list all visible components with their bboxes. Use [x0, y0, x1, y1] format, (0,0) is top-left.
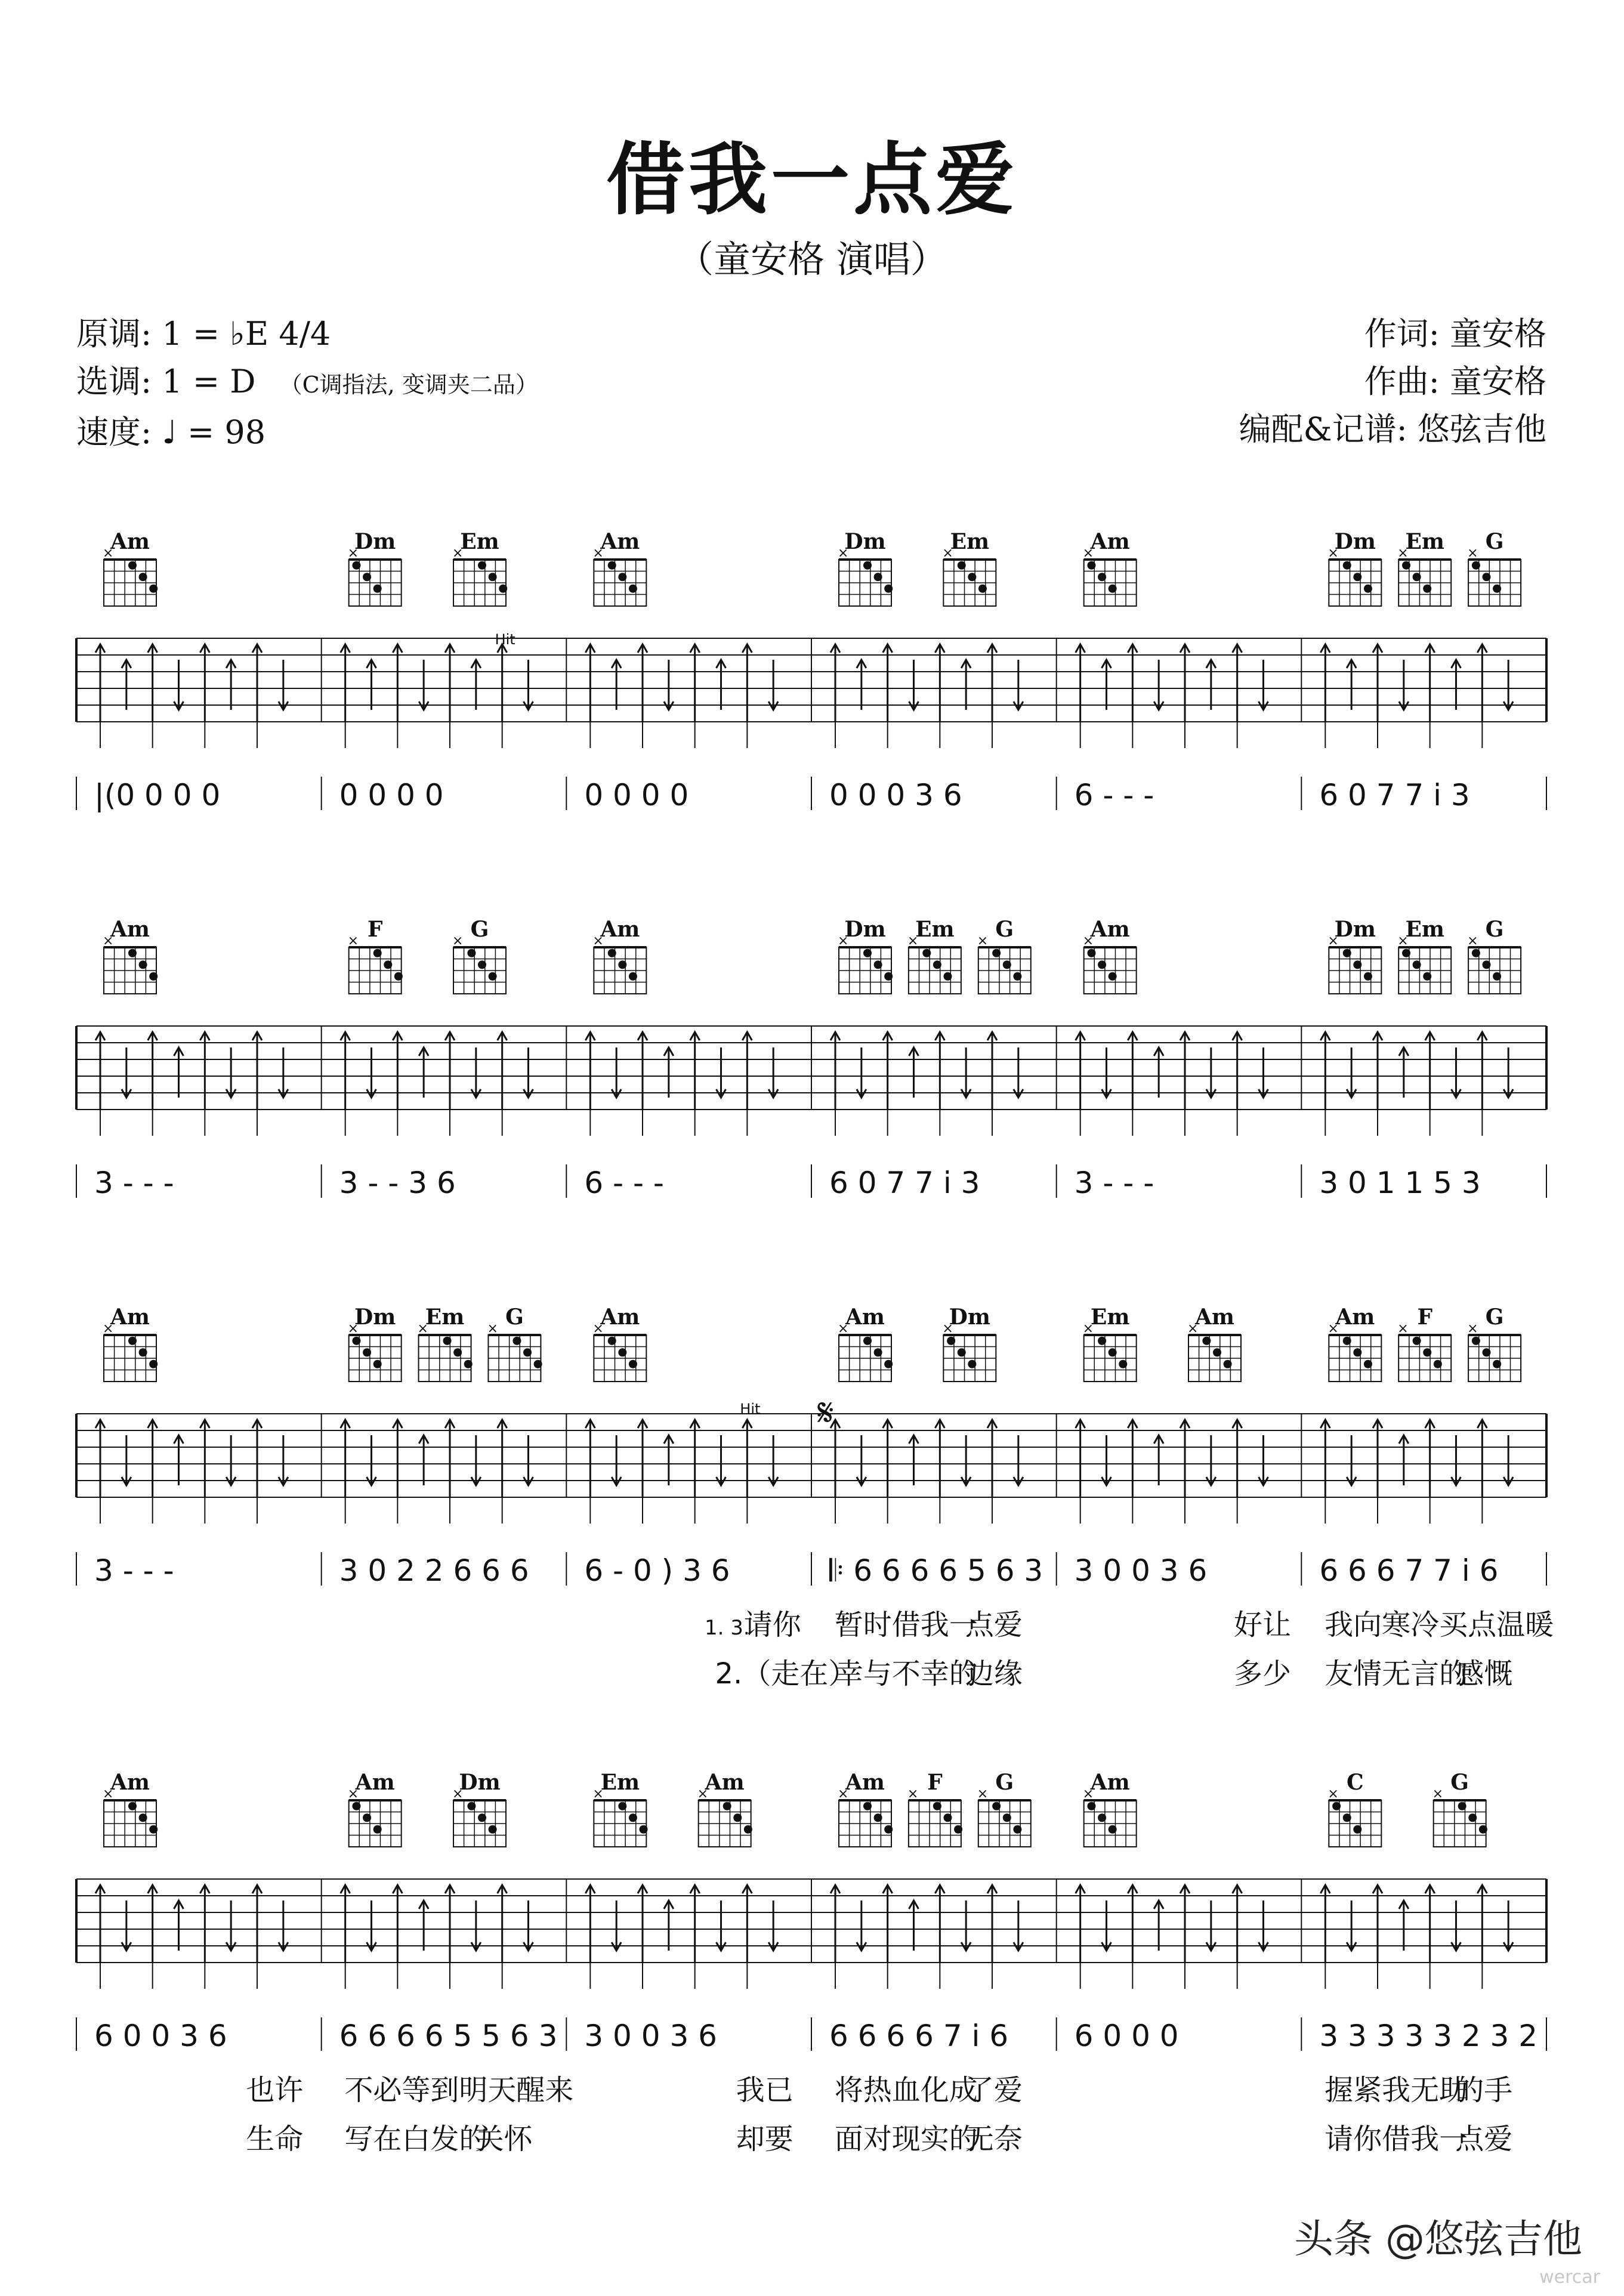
tempo-value: = 98: [177, 413, 266, 451]
mute-mark: ×: [1467, 546, 1478, 561]
mute-mark: ×: [347, 1321, 359, 1336]
chord-dot: [1402, 561, 1410, 570]
chord-dot: [629, 1360, 637, 1368]
chord-dot: [1343, 561, 1351, 570]
mute-mark: ×: [452, 1787, 464, 1801]
lyric-text: 边缘: [965, 1657, 1023, 1691]
mute-mark: ×: [1082, 546, 1094, 561]
selected-key: 选调: 1 = D: [76, 363, 256, 400]
lyric-text: 请你借我一: [1324, 2122, 1468, 2156]
chord-dot: [512, 1337, 521, 1345]
mute-mark: ×: [592, 934, 604, 948]
chord-dot: [723, 1802, 731, 1810]
mute-mark: ×: [1327, 934, 1339, 948]
lyric-text: 将热血化成: [834, 2073, 978, 2107]
chord-dot: [363, 1348, 371, 1356]
chord-dot: [1098, 1337, 1106, 1345]
lyric-text: 握紧我无助: [1324, 2073, 1468, 2107]
chord-dot: [618, 573, 626, 581]
chord-name: Dm: [844, 529, 886, 554]
lyric-text: 却要: [736, 2122, 794, 2156]
mute-mark: ×: [977, 1787, 989, 1801]
chord-dot: [874, 1348, 882, 1356]
chord-dot: [1402, 949, 1410, 957]
chord-dot: [884, 972, 893, 981]
chord-dot: [1003, 1813, 1011, 1822]
chord-dot: [629, 1813, 637, 1822]
chord-dot: [128, 949, 137, 957]
chord-dot: [1332, 1802, 1341, 1810]
mute-mark: ×: [838, 934, 849, 948]
lyric-text: 面对现实的: [834, 2122, 978, 2156]
chord-dot: [629, 585, 637, 593]
chord-name: Dm: [354, 529, 396, 554]
mute-mark: ×: [1397, 934, 1409, 948]
mute-mark: ×: [907, 1787, 919, 1801]
chord-dot: [453, 1348, 462, 1356]
chord-dot: [1472, 1337, 1480, 1345]
chord-dot: [128, 1337, 137, 1345]
chord-dot: [1479, 1825, 1487, 1834]
chord-dot: [373, 1825, 382, 1834]
chord-dot: [1483, 1348, 1491, 1356]
chord-dot: [1224, 1360, 1232, 1368]
chord-dot: [139, 960, 147, 969]
chord-name: Am: [600, 529, 640, 554]
chord-name: Dm: [949, 1305, 990, 1330]
jianpu-measure: 3 - - -: [94, 1553, 174, 1588]
chord-dot: [863, 1802, 872, 1810]
chord-dot: [139, 1348, 147, 1356]
jianpu-measure: 6 6 6 6 7 i 6: [829, 2019, 1009, 2053]
chord-name: G: [1485, 917, 1504, 942]
mute-mark: ×: [103, 934, 114, 948]
chord-dot: [992, 949, 1001, 957]
chord-dot: [373, 585, 382, 593]
song-subtitle: （童安格 演唱）: [677, 237, 947, 281]
chord-name: Em: [460, 529, 499, 554]
chord-dot: [1202, 1337, 1211, 1345]
chord-dot: [523, 1348, 532, 1356]
chord-name: Dm: [844, 917, 886, 942]
chord-name: Em: [950, 529, 990, 554]
chord-dot: [992, 1802, 1001, 1810]
jianpu-measure: 6 6 6 6 5 5 6 3: [339, 2019, 558, 2053]
mute-mark: ×: [592, 1787, 604, 1801]
chord-name: Em: [1405, 529, 1444, 554]
mute-mark: ×: [942, 546, 953, 561]
chord-dot: [1493, 972, 1501, 981]
chord-name: G: [995, 917, 1014, 942]
lyric-text: 多少: [1234, 1657, 1292, 1691]
lyric-text: 关怀: [475, 2122, 533, 2156]
chord-dot: [1343, 1337, 1351, 1345]
chord-name: G: [1450, 1770, 1469, 1795]
chord-dot: [1013, 972, 1021, 981]
chord-dot: [489, 972, 497, 981]
chord-name: Em: [425, 1305, 465, 1330]
capo-note: （C调指法, 变调夹二品）: [279, 372, 538, 398]
chord-dot: [943, 972, 952, 981]
lyric-text: 点爱: [965, 1608, 1023, 1642]
chord-dot: [1353, 573, 1361, 581]
mute-mark: ×: [1467, 1321, 1478, 1336]
chord-name: Dm: [354, 1305, 396, 1330]
chord-dot: [1343, 1813, 1351, 1822]
lyric-text: 2.（走在）: [715, 1657, 857, 1691]
chord-dot: [1493, 585, 1501, 593]
chord-dot: [139, 573, 147, 581]
mute-mark: ×: [838, 546, 849, 561]
chord-dot: [884, 1360, 893, 1368]
chord-dot: [947, 1337, 955, 1345]
chord-dot: [933, 960, 941, 969]
chord-dot: [744, 1825, 752, 1834]
chord-dot: [1413, 960, 1421, 969]
chord-name: Em: [1405, 917, 1444, 942]
jianpu-measure: 0 0 0 0: [339, 778, 444, 812]
chord-name: Am: [845, 1770, 885, 1795]
mute-mark: ×: [347, 546, 359, 561]
chord-dot: [534, 1360, 542, 1368]
chord-name: F: [367, 917, 383, 942]
jianpu-measure: 3 - - 3 6: [339, 1166, 456, 1200]
mute-mark: ×: [103, 546, 114, 561]
chord-dot: [863, 561, 872, 570]
mute-mark: ×: [347, 1787, 359, 1801]
mute-mark: ×: [907, 934, 919, 948]
mute-mark: ×: [1397, 546, 1409, 561]
mute-mark: ×: [1397, 1321, 1409, 1336]
watermark-faint: wercar: [1539, 2267, 1600, 2288]
chord-dot: [1493, 1360, 1501, 1368]
chord-name: Am: [1194, 1305, 1235, 1330]
chord-name: Dm: [459, 1770, 501, 1795]
chord-dot: [954, 1825, 962, 1834]
jianpu-measure: 0 0 0 3 6: [829, 778, 962, 812]
chord-dot: [149, 972, 158, 981]
chord-dot: [464, 1360, 473, 1368]
chord-dot: [1109, 1825, 1117, 1834]
chord-dot: [1472, 949, 1480, 957]
chord-dot: [1458, 1802, 1466, 1810]
chord-name: Am: [110, 1770, 150, 1795]
chord-dot: [467, 1802, 476, 1810]
segno-sign: 𝄋: [817, 1391, 834, 1435]
chord-dot: [1353, 1825, 1361, 1834]
chord-dot: [978, 585, 987, 593]
chord-name: C: [1347, 1770, 1364, 1795]
lyric-text: 好让: [1234, 1608, 1292, 1642]
chord-dot: [1483, 573, 1491, 581]
mute-mark: ×: [592, 546, 604, 561]
chord-name: Am: [600, 1305, 640, 1330]
chord-dot: [1423, 1348, 1431, 1356]
lyric-text: 无奈: [965, 2122, 1023, 2156]
chord-dot: [968, 573, 976, 581]
lyric-text: 幸与不幸的: [834, 1657, 978, 1691]
mute-mark: ×: [103, 1321, 114, 1336]
chord-dot: [149, 585, 158, 593]
chord-dot: [363, 573, 371, 581]
chord-dot: [874, 1813, 882, 1822]
chord-dot: [922, 949, 931, 957]
mute-mark: ×: [1432, 1787, 1444, 1801]
lyric-text: 友情无言的: [1324, 1657, 1468, 1691]
chord-dot: [863, 949, 872, 957]
chord-dot: [128, 561, 137, 570]
chord-dot: [128, 1802, 137, 1810]
mute-mark: ×: [103, 1787, 114, 1801]
chord-dot: [608, 561, 616, 570]
hit-label: Hit: [495, 631, 515, 648]
lyric-text: 也许: [246, 2073, 304, 2107]
chord-dot: [373, 949, 382, 957]
chord-dot: [884, 585, 893, 593]
chord-dot: [1353, 960, 1361, 969]
chord-name: Em: [1090, 1305, 1130, 1330]
chord-name: Em: [915, 917, 955, 942]
chord-dot: [1468, 1813, 1477, 1822]
chord-dot: [1087, 561, 1095, 570]
jianpu-measure: 3 - - -: [1074, 1166, 1154, 1200]
mute-mark: ×: [1327, 546, 1339, 561]
chord-name: F: [1417, 1305, 1433, 1330]
mute-mark: ×: [1082, 1787, 1094, 1801]
chord-dot: [863, 1337, 872, 1345]
chord-dot: [958, 1348, 966, 1356]
lyric-text: 1. 3.: [704, 1616, 750, 1640]
chord-dot: [1413, 1337, 1421, 1345]
mute-mark: ×: [838, 1321, 849, 1336]
jianpu-measure: 6 0 0 0: [1074, 2019, 1179, 2053]
chord-dot: [640, 1825, 648, 1834]
lyric-text: 了爱: [965, 2073, 1023, 2107]
lyric-text: 点爱: [1455, 2122, 1513, 2156]
mute-mark: ×: [487, 1321, 498, 1336]
chord-dot: [618, 960, 626, 969]
jianpu-measure: 0 0 0 0: [584, 778, 689, 812]
chord-name: Am: [110, 529, 150, 554]
lyric-text: 写在白发的: [344, 2122, 488, 2156]
mute-mark: ×: [1082, 1321, 1094, 1336]
chord-name: G: [505, 1305, 524, 1330]
chord-dot: [352, 561, 360, 570]
lyric-text: 暂时借我一: [834, 1608, 978, 1642]
mute-mark: ×: [452, 546, 464, 561]
chord-dot: [373, 1360, 382, 1368]
chord-dot: [874, 573, 882, 581]
chord-dot: [1098, 1813, 1106, 1822]
chord-dot: [149, 1825, 158, 1834]
chord-dot: [1423, 972, 1431, 981]
chord-dot: [958, 561, 966, 570]
jianpu-measure: 3 - - -: [94, 1166, 174, 1200]
chord-dot: [149, 1360, 158, 1368]
chord-name: G: [1485, 529, 1504, 554]
chord-dot: [629, 972, 637, 981]
chord-dot: [874, 960, 882, 969]
mute-mark: ×: [417, 1321, 428, 1336]
chord-dot: [733, 1813, 742, 1822]
chord-name: Am: [110, 917, 150, 942]
quarter-note-icon: ♩: [162, 413, 177, 451]
jianpu-measure: |(0 0 0 0: [94, 778, 221, 812]
hit-label: Hit: [740, 1401, 761, 1417]
chord-dot: [384, 960, 392, 969]
mute-mark: ×: [838, 1787, 849, 1801]
chord-name: G: [1485, 1305, 1504, 1330]
jianpu-measure: 6 - - -: [584, 1166, 664, 1200]
chord-dot: [489, 573, 497, 581]
chord-dot: [1353, 1348, 1361, 1356]
chord-dot: [1098, 573, 1106, 581]
chord-dot: [499, 585, 507, 593]
mute-mark: ×: [977, 934, 989, 948]
chord-name: Am: [705, 1770, 745, 1795]
mute-mark: ×: [1327, 1787, 1339, 1801]
chord-name: Am: [845, 1305, 885, 1330]
chord-name: Am: [1090, 1770, 1130, 1795]
chord-dot: [1109, 1348, 1117, 1356]
chord-dot: [1087, 949, 1095, 957]
mute-mark: ×: [697, 1787, 709, 1801]
original-key: 原调: 1 = ♭E 4/4: [76, 315, 331, 353]
mute-mark: ×: [942, 1321, 953, 1336]
chord-dot: [1472, 561, 1480, 570]
chord-dot: [884, 1825, 893, 1834]
chord-name: Em: [600, 1770, 640, 1795]
chord-dot: [1364, 585, 1372, 593]
chord-name: Am: [1090, 917, 1130, 942]
chord-dot: [1109, 585, 1117, 593]
chord-dot: [1109, 972, 1117, 981]
chord-dot: [1213, 1348, 1221, 1356]
composer: 作曲: 童安格: [1364, 363, 1546, 400]
chord-dot: [968, 1360, 976, 1368]
lyric-text: 不必等到明天醒来: [344, 2073, 574, 2107]
chord-dot: [1423, 585, 1431, 593]
watermark: 头条 @悠弦吉他: [1294, 2216, 1582, 2262]
chord-dot: [608, 949, 616, 957]
chord-dot: [1434, 1360, 1442, 1368]
chord-dot: [352, 1337, 360, 1345]
mute-mark: ×: [452, 934, 464, 948]
tempo-label: 速度:: [76, 413, 162, 451]
lyric-text: 请你: [743, 1608, 801, 1642]
chord-name: F: [927, 1770, 943, 1795]
chord-dot: [1343, 949, 1351, 957]
lyric-text: 感慨: [1455, 1657, 1513, 1691]
jianpu-measure: 3 0 2 2 6 6 6: [339, 1553, 529, 1588]
lyric-text: 我已: [736, 2073, 794, 2107]
chord-name: Am: [355, 1770, 395, 1795]
mute-mark: ×: [592, 1321, 604, 1336]
arranger: 编配&记谱: 悠弦吉他: [1239, 410, 1546, 448]
chord-dot: [478, 1813, 486, 1822]
chord-dot: [618, 1348, 626, 1356]
jianpu-measure: 6 0 0 3 6: [94, 2019, 227, 2053]
mute-mark: ×: [347, 934, 359, 948]
chord-name: G: [470, 917, 489, 942]
jianpu-measure: 6 6 6 7 7 i 6: [1319, 1553, 1499, 1588]
chord-name: Am: [1335, 1305, 1375, 1330]
chord-name: Am: [600, 917, 640, 942]
mute-mark: ×: [1467, 934, 1478, 948]
lyric-text: 的手: [1455, 2073, 1513, 2107]
chord-dot: [443, 1337, 452, 1345]
jianpu-measure: 3 0 0 3 6: [584, 2019, 717, 2053]
chord-dot: [478, 561, 486, 570]
chord-dot: [1098, 960, 1106, 969]
jianpu-measure: 𝄆 6 6 6 6 5 6 3: [829, 1553, 1043, 1588]
jianpu-measure: 6 - 0 ) 3 6: [584, 1553, 730, 1588]
chord-dot: [943, 1813, 952, 1822]
lyric-text: 我向寒冷买点温暖: [1324, 1608, 1554, 1642]
chord-dot: [1483, 960, 1491, 969]
chord-dot: [139, 1813, 147, 1822]
chord-dot: [1413, 573, 1421, 581]
chord-dot: [1003, 960, 1011, 969]
mute-mark: ×: [1187, 1321, 1199, 1336]
lyric-text: 生命: [246, 2122, 304, 2156]
chord-dot: [1119, 1360, 1127, 1368]
jianpu-measure: 3 0 0 3 6: [1074, 1553, 1208, 1588]
chord-dot: [933, 1802, 941, 1810]
chord-name: G: [995, 1770, 1014, 1795]
chord-dot: [1364, 972, 1372, 981]
chord-dot: [618, 1802, 626, 1810]
chord-dot: [1087, 1802, 1095, 1810]
chord-dot: [394, 972, 403, 981]
chord-dot: [1013, 1825, 1021, 1834]
chord-dot: [1364, 1360, 1372, 1368]
chord-name: Dm: [1334, 917, 1376, 942]
jianpu-measure: 3 0 1 1 5 3: [1319, 1166, 1481, 1200]
jianpu-measure: 3 3 3 3 3 2 3 2: [1319, 2019, 1538, 2053]
chord-dot: [608, 1337, 616, 1345]
chord-dot: [352, 1802, 360, 1810]
chord-dot: [478, 960, 486, 969]
chord-dot: [363, 1813, 371, 1822]
song-title: 借我一点爱: [606, 134, 1018, 226]
jianpu-measure: 6 0 7 7 i 3: [1319, 778, 1470, 812]
chord-name: Dm: [1334, 529, 1376, 554]
jianpu-measure: 6 - - -: [1074, 778, 1154, 812]
chord-name: Am: [1090, 529, 1130, 554]
jianpu-measure: 6 0 7 7 i 3: [829, 1166, 980, 1200]
lyricist: 作词: 童安格: [1364, 315, 1546, 353]
mute-mark: ×: [1082, 934, 1094, 948]
chord-dot: [489, 1825, 497, 1834]
chord-dot: [467, 949, 476, 957]
chord-name: Am: [110, 1305, 150, 1330]
mute-mark: ×: [1327, 1321, 1339, 1336]
